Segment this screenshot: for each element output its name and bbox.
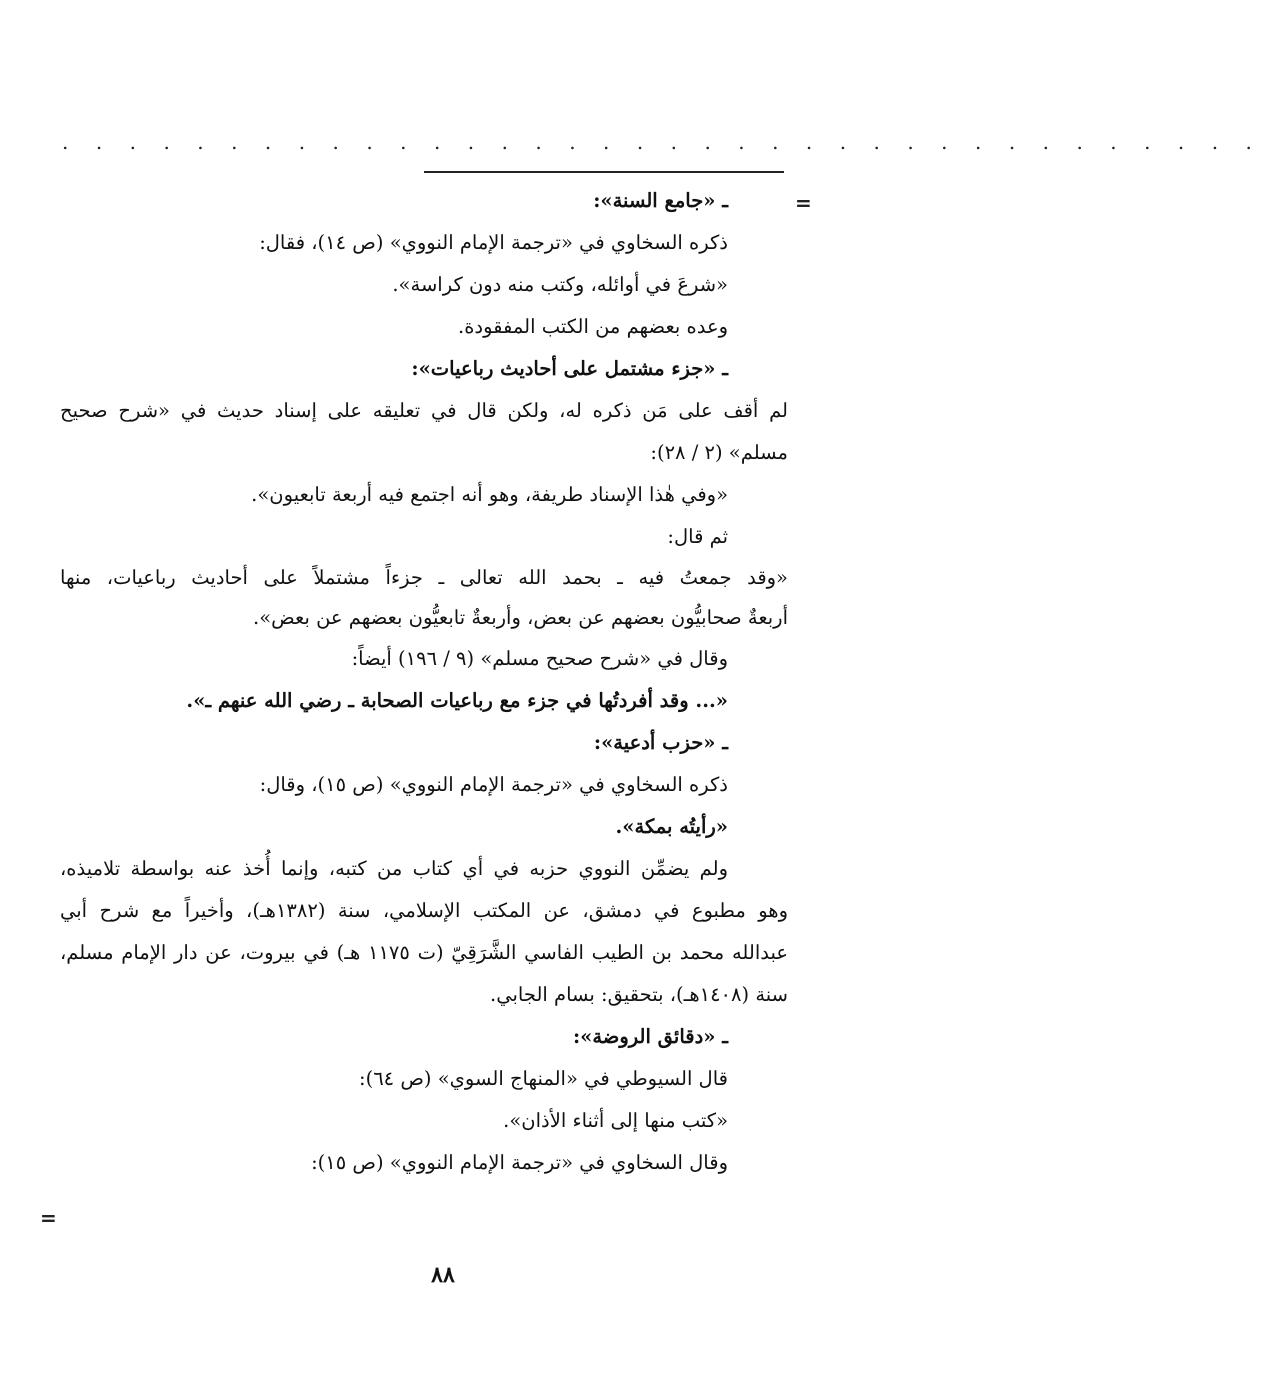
text-line: سنة (١٤٠٨هـ)، بتحقيق: بسام الجابي. [490,983,788,1006]
text-line: وقال في «شرح صحيح مسلم» (٩ / ١٩٦) أيضاً: [351,647,728,670]
quote-line: «... وقد أفردتُها في جزء مع رباعيات الصحابة ـ رضي الله عنهم ـ». [186,689,728,712]
margin-mark-bottom: = [40,1206,57,1230]
text-line: وقال السخاوي في «ترجمة الإمام النووي» (ص ١٥): [311,1151,728,1174]
heading-jami-al-sunna: ـ «جامع السنة»: [593,189,728,212]
quote-line: «وفي هٰذا الإسناد طريفة، وهو أنه اجتمع فيه أربعة تابعيون». [251,483,728,506]
text-line: وهو مطبوع في دمشق، عن المكتب الإسلامي، سنة (١٣٨٢هـ)، وأخيراً مع شرح أبي [60,899,788,922]
page-number: ٨٨ [431,1262,455,1288]
heading-rubaiyat: ـ «جزء مشتمل على أحاديث رباعيات»: [411,357,728,380]
quote-line: «رأيتُه بمكة». [615,815,728,838]
quote-line: «وقد جمعتُ فيه ـ بحمد الله تعالى ـ جزءاً مشتملاً على أحاديث رباعيات، منها [60,566,788,589]
text-line: عبدالله محمد بن الطيب الفاسي الشَّرَقِيّ (ت ١١٧٥ هـ) في بيروت، عن دار الإمام مسلم، [60,941,788,964]
margin-mark-top: = [795,191,812,215]
text-line: قال السيوطي في «المنهاج السوي» (ص ٦٤): [359,1067,728,1090]
text-line: لم أقف على مَن ذكره له، ولكن قال في تعليقه على إسناد حديث في «شرح صحيح [60,399,788,422]
quote-line: «شرعَ في أوائله، وكتب منه دون كراسة». [392,273,728,296]
quote-line: «كتب منها إلى أثناء الأذان». [503,1109,728,1132]
quote-line: أربعةٌ صحابيُّون بعضهم عن بعض، وأربعةٌ تابعيُّون بعضهم عن بعض». [253,606,788,629]
dotted-separator: . . . . . . . . . . . . . . . . . . . . . . . . . . . . . . . . . . . . [62,130,1262,154]
heading-daqaiq-al-rawda: ـ «دقائق الروضة»: [572,1025,728,1048]
text-line: ذكره السخاوي في «ترجمة الإمام النووي» (ص ١٤)، فقال: [259,231,728,254]
text-line: ذكره السخاوي في «ترجمة الإمام النووي» (ص ١٥)، وقال: [259,773,728,796]
page-body [60,180,788,1184]
text-line: مسلم» (٢ / ٢٨): [650,441,788,464]
heading-hizb-adiya: ـ «حزب أدعية»: [593,731,728,754]
text-line: ولم يضمِّن النووي حزبه في أي كتاب من كتبه، وإنما أُخذ عنه بواسطة تلاميذه، [60,857,728,880]
footnote-rule [424,171,784,173]
text-line: وعده بعضهم من الكتب المفقودة. [458,315,728,338]
text-line: ثم قال: [667,525,728,548]
